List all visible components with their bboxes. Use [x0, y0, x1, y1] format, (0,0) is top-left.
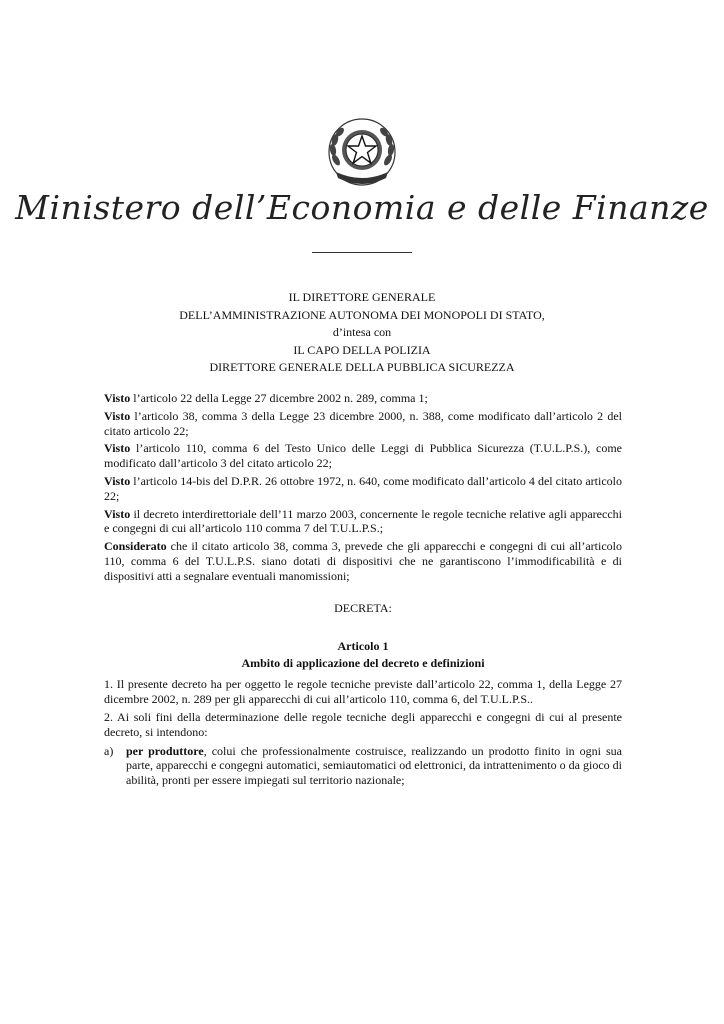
header-line: IL CAPO DELLA POLIZIA: [293, 342, 431, 357]
article-title: Articolo 1: [337, 639, 389, 654]
header-line: DELL’AMMINISTRAZIONE AUTONOMA DEI MONOPOLI DI STATO,: [179, 307, 545, 322]
definition-item: [104, 744, 622, 788]
header-line: DIRETTORE GENERALE DELLA PUBBLICA SICUREZZA: [209, 360, 515, 374]
article-paragraph: 2. Ai soli fini della determinazione delle regole tecniche degli apparecchi e congegni di cui al presente decreto, si intendono:: [104, 709, 622, 739]
issuing-authority-header: [0, 289, 724, 377]
ministry-title: Ministero dell’Economia e delle Finanze: [15, 188, 709, 227]
recital: Considerato che il citato articolo 38, comma 3, prevede che gli apparecchi e congegni di cui all’articolo 110, comma 6 del T.U.L.P.S. siano dotati di dispositivi che ne garantiscono l’immodificabilità e di dispositivi atti a segnalare eventuali manomissioni;: [104, 539, 622, 583]
decreta-heading: DECRETA:: [334, 600, 392, 615]
item-text: per produttore, colui che professionalmente costruisce, realizzando un prodotto finito in ogni sua parte, apparecchi e congegni automatici, semiautomatici od elettronici, da intrattenimento o da gioco di abilità, pronti per essere impiegati sul territorio nazionale;: [126, 743, 622, 788]
title-divider: [312, 252, 412, 253]
article-subtitle: Ambito di applicazione del decreto e definizioni: [241, 656, 485, 671]
italian-republic-emblem: [322, 112, 402, 192]
header-line: d’intesa con: [332, 325, 392, 339]
recital: Visto l’articolo 14-bis del D.P.R. 26 ottobre 1972, n. 640, come modificato dall’articolo 4 del citato articolo 22;: [104, 473, 622, 503]
header-line: IL DIRETTORE GENERALE: [288, 290, 436, 304]
article-paragraph: 1. Il presente decreto ha per oggetto le regole tecniche previste dall’articolo 22, comma 1, della Legge 27 dicembre 2002, n. 289 per gli apparecchi di cui all’articolo 110, comma 6, del T.U.L.P.S..: [104, 677, 622, 707]
decree-body: [104, 391, 622, 788]
recital: Visto l’articolo 38, comma 3 della Legge 23 dicembre 2000, n. 388, come modificato dall’articolo 2 del citato articolo 22;: [104, 408, 622, 438]
recital: Visto il decreto interdirettoriale dell’11 marzo 2003, concernente le regole tecniche relative agli apparecchi e congegni di cui all’articolo 110 comma 7 del T.U.L.P.S.;: [104, 506, 622, 536]
recital: Visto l’articolo 22 della Legge 27 dicembre 2002 n. 289, comma 1;: [104, 391, 428, 405]
item-letter: a): [104, 743, 114, 758]
recital: Visto l’articolo 110, comma 6 del Testo Unico delle Leggi di Pubblica Sicurezza (T.U.L.P.S.), come modificato dall’articolo 3 del citato articolo 22;: [104, 441, 622, 471]
